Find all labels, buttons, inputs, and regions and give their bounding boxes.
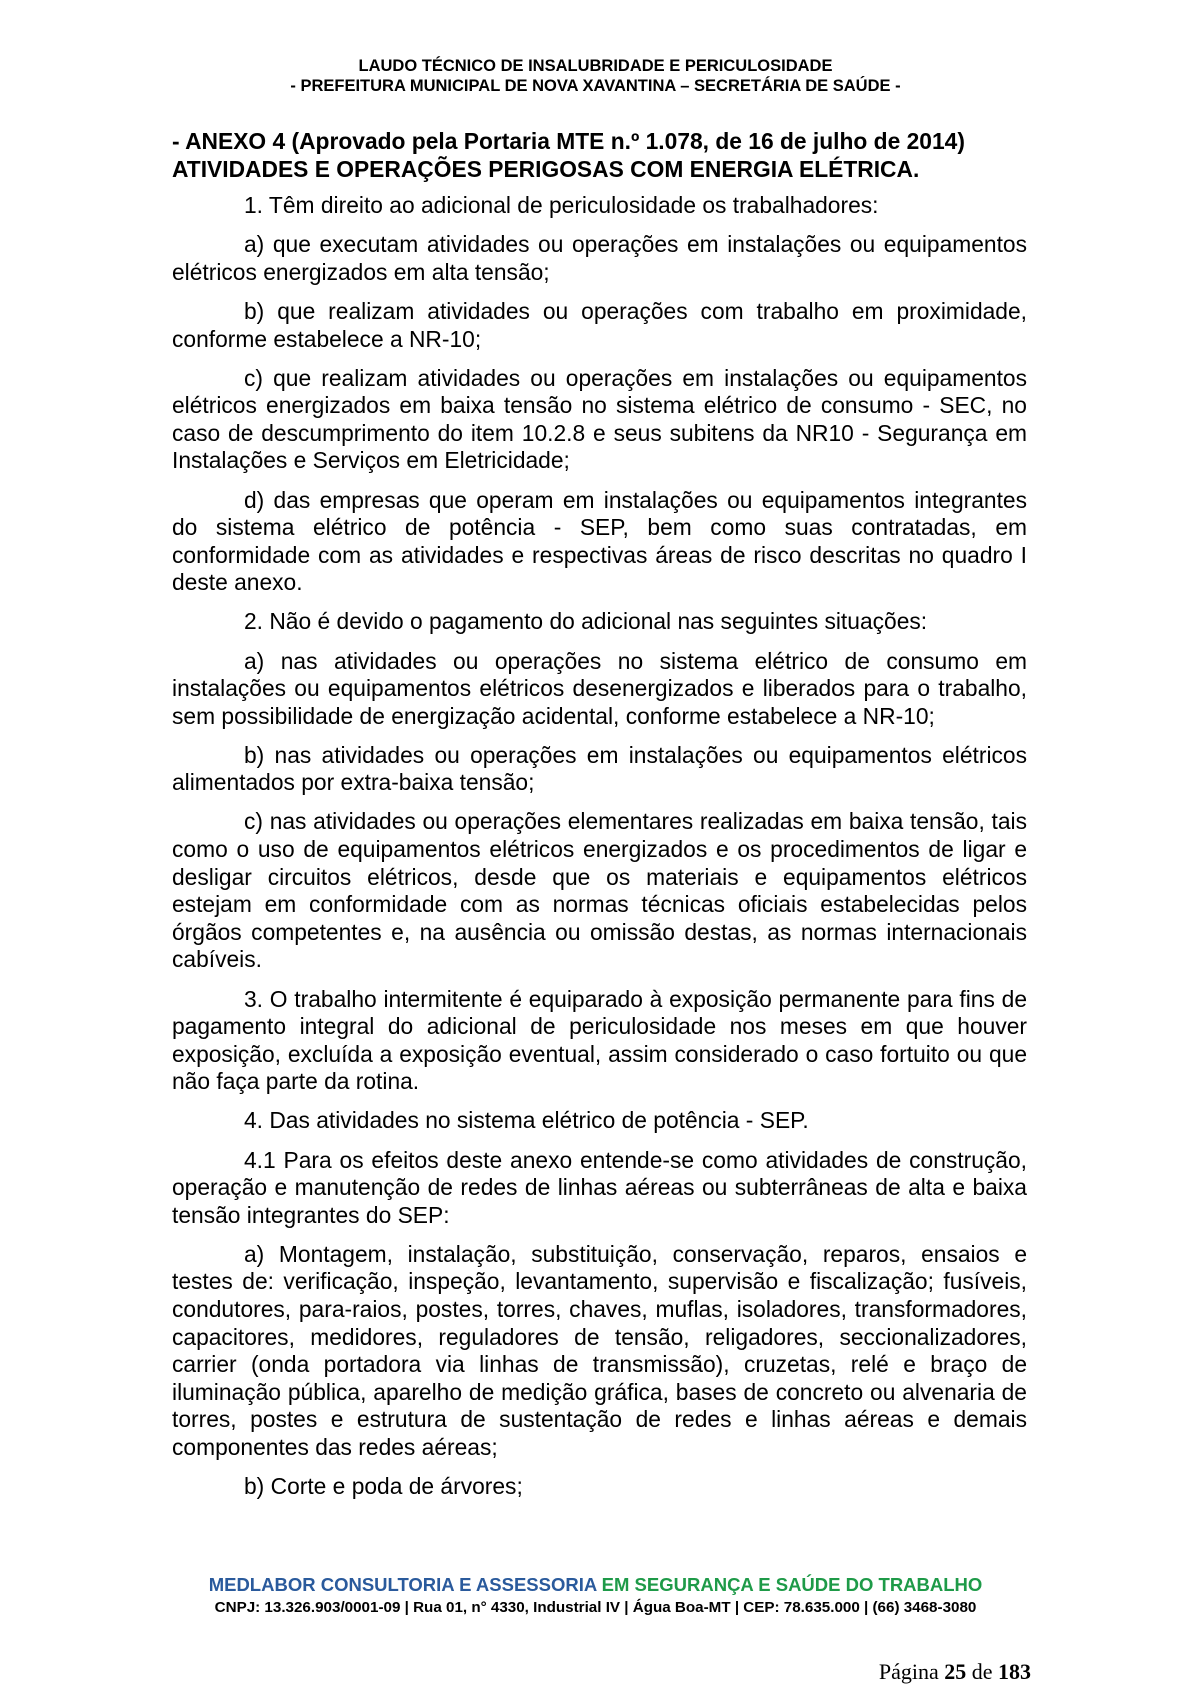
page-footer: [0, 1574, 1191, 1618]
page-label: Página: [878, 1659, 939, 1684]
footer-company-tagline: EM SEGURANÇA E SAÚDE DO TRABALHO: [601, 1574, 983, 1595]
page-sep: de: [971, 1659, 993, 1684]
page-header: [0, 56, 1191, 96]
paragraph-2b: b) nas atividades ou operações em instalações ou equipamentos elétricos alimentados por extra-baixa tensão;: [172, 741, 1027, 796]
paragraph-1c: c) que realizam atividades ou operações em instalações ou equipamentos elétricos energizados em baixa tensão no sistema elétrico de consumo - SEC, no caso de descumprimento do item 10.2.8 e seus subitens da NR10 - Segurança em Instalações e Serviços em Eletricidade;: [172, 364, 1027, 474]
paragraph-1d: d) das empresas que operam em instalações ou equipamentos integrantes do sistema elétrico de potência - SEP, bem como suas contratadas, em conformidade com as atividades e respectivas áreas de risco descritas no quadro I deste anexo.: [172, 486, 1027, 596]
header-title: LAUDO TÉCNICO DE INSALUBRIDADE E PERICULOSIDADE: [358, 57, 833, 75]
paragraph-4: 4. Das atividades no sistema elétrico de potência - SEP.: [244, 1107, 809, 1134]
paragraph-2: 2. Não é devido o pagamento do adicional nas seguintes situações:: [244, 608, 928, 635]
paragraph-4-1: 4.1 Para os efeitos deste anexo entende-se como atividades de construção, operação e manutenção de redes de linhas aéreas ou subterrâneas de alta e baixa tensão integrantes do SEP:: [172, 1146, 1027, 1228]
footer-company-name: MEDLABOR CONSULTORIA E ASSESSORIA: [208, 1574, 597, 1595]
paragraph-1: 1. Têm direito ao adicional de periculosidade os trabalhadores:: [244, 192, 879, 219]
document-body: [172, 128, 1027, 1512]
paragraph-4-1b: b) Corte e poda de árvores;: [244, 1473, 523, 1500]
paragraph-1b: b) que realizam atividades ou operações com trabalho em proximidade, conforme estabelece a NR-10;: [172, 297, 1027, 352]
paragraph-2a: a) nas atividades ou operações no sistema elétrico de consumo em instalações ou equipamentos elétricos desenergizados e liberados para o trabalho, sem possibilidade de energização acidental, conforme estabelece a NR-10;: [172, 647, 1027, 729]
annex-title: - ANEXO 4 (Aprovado pela Portaria MTE n.º 1.078, de 16 de julho de 2014): [172, 128, 965, 154]
paragraph-4-1a: a) Montagem, instalação, substituição, conservação, reparos, ensaios e testes de: verificação, inspeção, levantamento, supervisão e fiscalização; fusíveis, condutores, para-raios, postes, torres, chaves, muflas, isoladores, transformadores, capacitores, medidores, reguladores de tensão, religadores, seccionalizadores, carrier (onda portadora via linhas de transmissão), cruzetas, relé e braço de iluminação pública, aparelho de medição gráfica, bases de concreto ou alvenaria de torres, postes e estrutura de sustentação de redes e linhas aéreas e demais componentes das redes aéreas;: [172, 1240, 1027, 1460]
footer-company: [0, 1574, 1191, 1596]
page-number: [879, 1660, 1031, 1684]
section-title: [172, 128, 1027, 183]
paragraph-2c: c) nas atividades ou operações elementares realizadas em baixa tensão, tais como o uso de equipamentos elétricos energizados e os procedimentos de ligar e desligar circuitos elétricos, desde que os materiais e equipamentos elétricos estejam em conformidade com as normas técnicas oficiais estabelecidas pelos órgãos competentes e, na ausência ou omissão destas, as normas internacionais cabíveis.: [172, 808, 1027, 973]
header-subtitle: - PREFEITURA MUNICIPAL DE NOVA XAVANTINA – SECRETÁRIA DE SAÚDE -: [290, 77, 901, 95]
annex-subtitle: ATIVIDADES E OPERAÇÕES PERIGOSAS COM ENERGIA ELÉTRICA.: [172, 155, 920, 182]
paragraph-1a: a) que executam atividades ou operações em instalações ou equipamentos elétricos energizados em alta tensão;: [172, 231, 1027, 285]
page-current: 25: [944, 1659, 967, 1684]
page-total: 183: [998, 1659, 1031, 1684]
footer-contact-details: CNPJ: 13.326.903/0001-09 | Rua 01, n° 4330, Industrial IV | Água Boa-MT | CEP: 78.635.000 | (66) 3468-3080: [214, 1599, 977, 1616]
paragraph-3: 3. O trabalho intermitente é equiparado à exposição permanente para fins de pagamento integral do adicional de periculosidade nos meses em que houver exposição, excluída a exposição eventual, assim considerado o caso fortuito ou que não faça parte da rotina.: [172, 985, 1027, 1095]
